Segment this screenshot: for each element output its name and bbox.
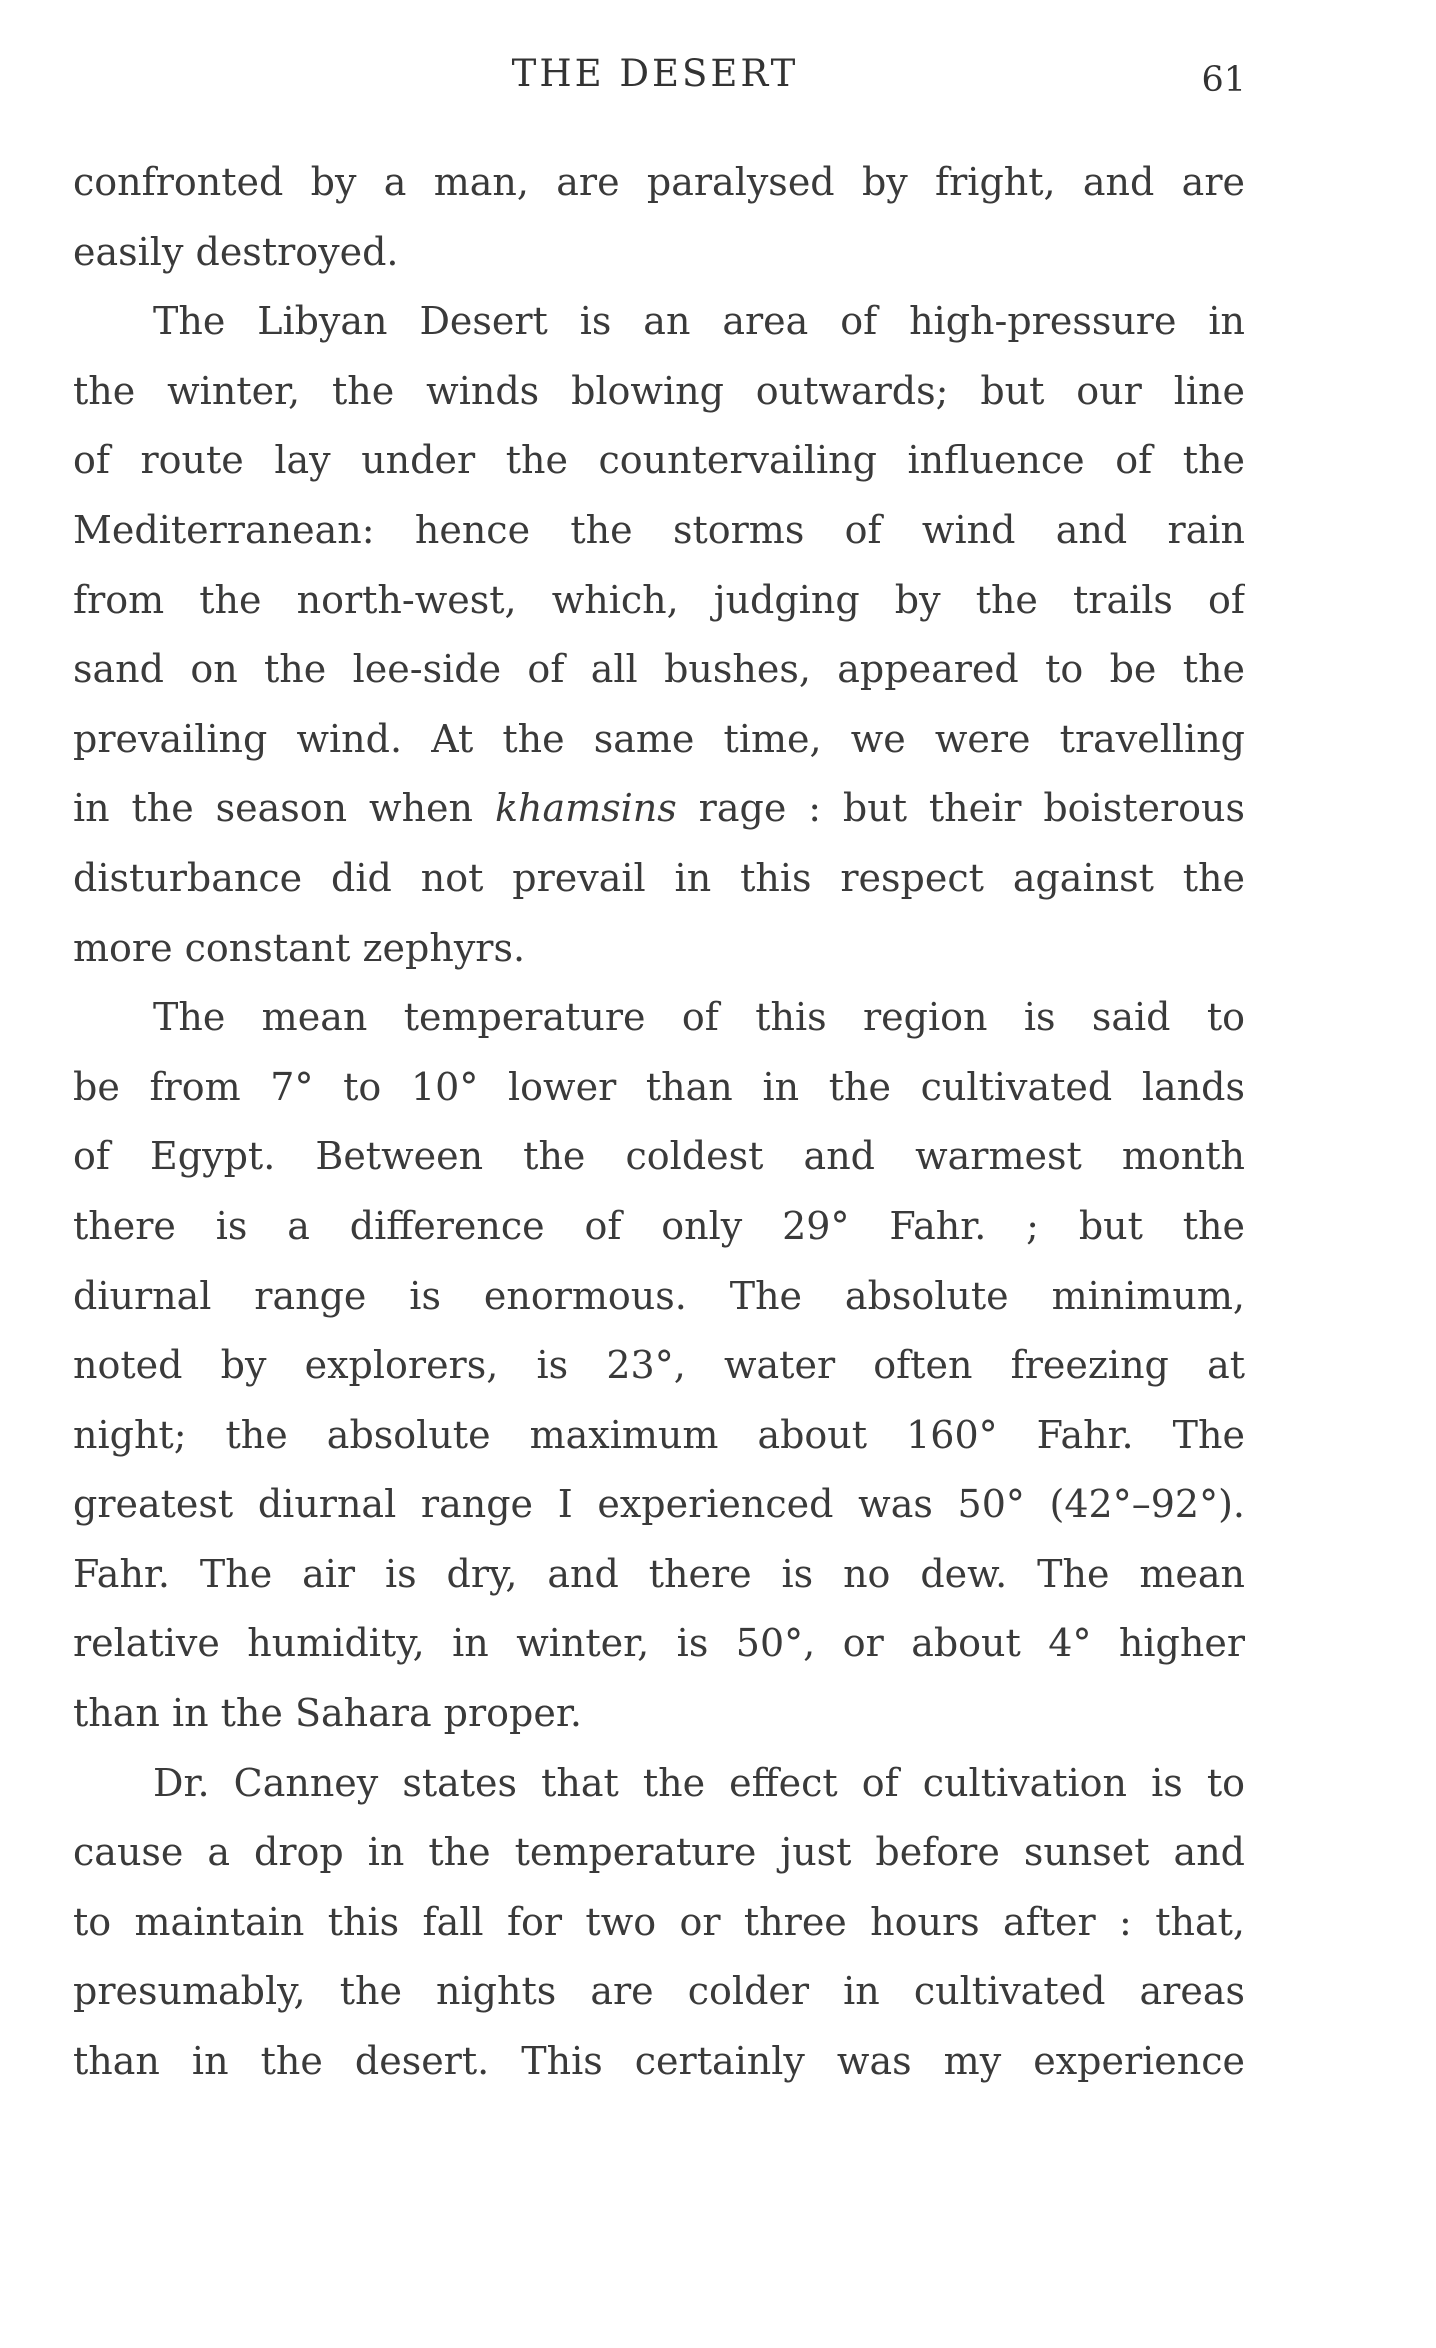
text-line: presumably, the nights are colder in cultivated areas xyxy=(73,1969,1245,2014)
paragraph-first-line: The Libyan Desert is an area of high-pressure in xyxy=(153,299,1245,344)
text-line: greatest diurnal range I experienced was 50° (42°–92°). xyxy=(73,1482,1245,1527)
text-line: relative humidity, in winter, is 50°, or about 4° higher xyxy=(73,1621,1245,1666)
text-segment: in the season when xyxy=(73,786,474,831)
text-line: disturbance did not prevail in this respect against the xyxy=(73,855,1245,900)
text-line: cause a drop in the temperature just before sunset and xyxy=(73,1830,1245,1875)
text-line: than in the desert. This certainly was my experience xyxy=(73,2039,1245,2084)
text-line xyxy=(73,774,1245,844)
page-number: 61 xyxy=(1201,60,1246,100)
italic-term: khamsins xyxy=(494,786,677,831)
text-line: be from 7° to 10° lower than in the cultivated lands xyxy=(73,1064,1245,1109)
text-line: easily destroyed. xyxy=(73,229,399,274)
text-line: night; the absolute maximum about 160° Fahr. The xyxy=(73,1412,1245,1457)
text-line: diurnal range is enormous. The absolute minimum, xyxy=(73,1273,1245,1318)
text-line: noted by explorers, is 23°, water often freezing at xyxy=(73,1343,1245,1388)
paragraph-first-line: The mean temperature of this region is said to xyxy=(153,995,1245,1040)
text-line: sand on the lee-side of all bushes, appeared to be the xyxy=(73,647,1245,692)
body-text xyxy=(73,148,1245,2097)
running-head xyxy=(0,52,1436,112)
text-line: more constant zephyrs. xyxy=(73,925,526,970)
text-line: of Egypt. Between the coldest and warmest month xyxy=(73,1134,1245,1179)
text-line: than in the Sahara proper. xyxy=(73,1691,582,1736)
text-line: to maintain this fall for two or three hours after : that, xyxy=(73,1899,1245,1944)
text-line: of route lay under the countervailing influence of the xyxy=(73,438,1245,483)
text-line: there is a difference of only 29° Fahr. ; but the xyxy=(73,1203,1245,1248)
paragraph-first-line: Dr. Canney states that the effect of cultivation is to xyxy=(153,1760,1245,1805)
text-line: prevailing wind. At the same time, we were travelling xyxy=(73,716,1245,761)
text-segment: rage : but their boisterous xyxy=(698,786,1245,831)
text-line: the winter, the winds blowing outwards; but our line xyxy=(73,368,1245,413)
running-title: THE DESERT xyxy=(511,52,799,95)
text-line: Mediterranean: hence the storms of wind and rain xyxy=(73,507,1245,552)
text-line: from the north-west, which, judging by the trails of xyxy=(73,577,1245,622)
text-line: Fahr. The air is dry, and there is no dew. The mean xyxy=(73,1551,1245,1596)
text-line: confronted by a man, are paralysed by fright, and are xyxy=(73,160,1245,204)
